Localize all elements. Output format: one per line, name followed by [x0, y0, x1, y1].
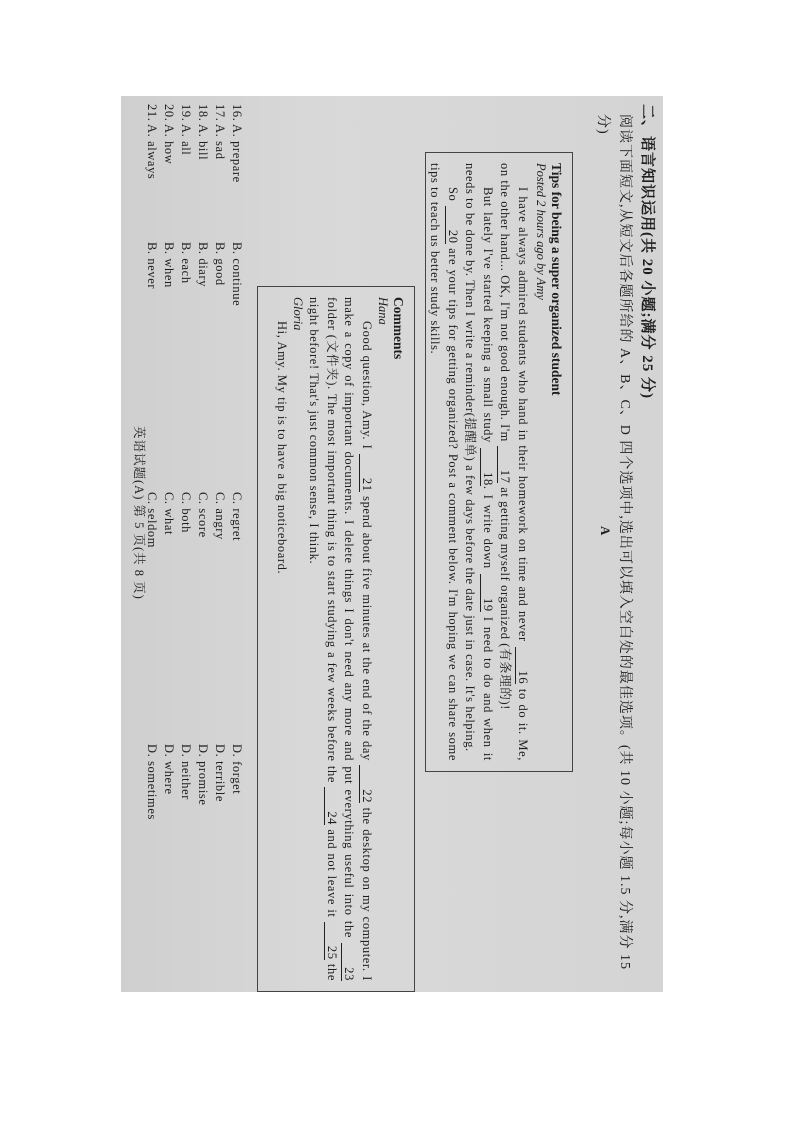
post-text: are your tips for getting organized? Post a comment below. I'm hoping we can share some tips to teach us better study skills. — [428, 163, 460, 761]
option-a: A. how — [162, 124, 176, 165]
option-b: B. when — [162, 242, 176, 288]
comment-text: folder (文件夹). The most important thing is to start studying a few weeks before the — [325, 297, 339, 783]
post-text: I have always admired students who hand in their homework on time and never — [516, 187, 530, 642]
post-text: to do it. Me, on the other hand... OK, I'm not good enough. I'm — [498, 163, 530, 761]
option-a: A. sad — [213, 124, 227, 160]
post-title: Tips for being a super organized student — [549, 163, 564, 396]
exam-page — [121, 96, 663, 992]
post-byline: Posted 2 hours ago by Amy — [534, 163, 548, 300]
option-row — [194, 104, 211, 984]
option-b: B. diary — [196, 242, 210, 288]
post-paragraph-3 — [426, 163, 461, 761]
option-c: C. seldom — [145, 492, 159, 549]
option-row — [160, 104, 177, 984]
post-paragraph-1 — [496, 163, 531, 761]
comments-box — [257, 286, 415, 992]
option-a: A. prepare — [230, 124, 244, 183]
option-b: B. never — [145, 242, 159, 290]
post-text: at getting myself organized (有条理的)! — [498, 487, 513, 710]
page-footer: 英语试题(A) 第 5 页(共 8 页) — [132, 426, 146, 600]
comment-text: the night before! That's just common sense, I think. — [307, 297, 339, 981]
comments-heading: Comments — [391, 297, 406, 360]
post-text: But lately I've started keeping a small study — [481, 187, 495, 443]
section-title: 二、语言知识运用(共 20 小题;满分 25 分) — [639, 104, 655, 399]
question-number: 18. — [196, 104, 210, 122]
option-d: D. terrible — [213, 744, 227, 802]
blank-25: 25 — [324, 922, 339, 960]
option-a: A. all — [179, 124, 193, 156]
passage-label: A — [598, 526, 613, 536]
scanned-exam-photo — [121, 96, 663, 992]
comment-text: Good question, Amy. I — [360, 321, 374, 450]
option-c: C. both — [179, 492, 193, 534]
question-number: 20. — [162, 104, 176, 122]
blank-16: 16 — [515, 647, 530, 685]
option-c: C. regret — [230, 492, 244, 542]
option-d: D. promise — [196, 744, 210, 806]
blank-20: 20 — [445, 206, 460, 244]
option-a: A. always — [145, 124, 159, 180]
option-b: B. good — [213, 242, 227, 286]
comment-text: and not leave it — [325, 829, 339, 918]
blank-17: 17 — [498, 446, 513, 484]
post-text: . I write down — [481, 485, 495, 569]
blank-21: 21 — [359, 454, 374, 492]
option-b: B. each — [179, 242, 193, 284]
comment-gloria: Hi, Amy. My tip is to have a big noticeboard. — [275, 321, 289, 575]
question-number: 16. — [230, 104, 244, 122]
option-d: D. neither — [179, 744, 193, 800]
option-d: D. where — [162, 744, 176, 795]
question-number: 19. — [179, 104, 193, 122]
section-instruction: 阅读下面短文,从短文后各题所给的 A、B、C、D 四个选项中,选出可以填入空白处的最佳选项。(共 10 小题;每小题 1.5 分,满分 15 分) — [595, 114, 632, 970]
option-a: A. bill — [196, 124, 210, 161]
comment-hana — [305, 297, 375, 981]
post-text: I need to do and when it needs to be done by. Then I write a reminder(提醒单) a few days before the date just in case. It's helping. — [463, 163, 495, 762]
option-row — [177, 104, 194, 984]
question-number: 17. — [213, 104, 227, 122]
blog-post-box — [425, 152, 573, 772]
comment-author-gloria: Gloria — [291, 297, 305, 331]
option-b: B. continue — [230, 242, 244, 307]
blank-19: 19 — [480, 574, 495, 612]
option-d: D. forget — [230, 744, 244, 795]
option-c: C. score — [196, 492, 210, 538]
comment-author-hana: Hana — [376, 297, 390, 325]
answer-options — [143, 104, 245, 984]
comment-text: the desktop on my computer. I make a copy of important documents. I delete things I don't need any more and put everything useful into the — [342, 297, 374, 981]
blank-24: 24 — [324, 787, 339, 825]
option-row — [211, 104, 228, 984]
blank-22: 22 — [359, 765, 374, 803]
option-row — [228, 104, 245, 984]
option-c: C. what — [162, 492, 176, 536]
option-c: C. angry — [213, 492, 227, 540]
option-d: D. sometimes — [145, 744, 159, 820]
blank-23: 23 — [342, 943, 357, 981]
post-text: So — [446, 187, 460, 202]
question-number: 21. — [145, 104, 159, 122]
post-paragraph-2 — [461, 163, 496, 761]
comment-text: spend about five minutes at the end of the day — [360, 496, 374, 761]
blank-18: 18 — [480, 448, 495, 486]
